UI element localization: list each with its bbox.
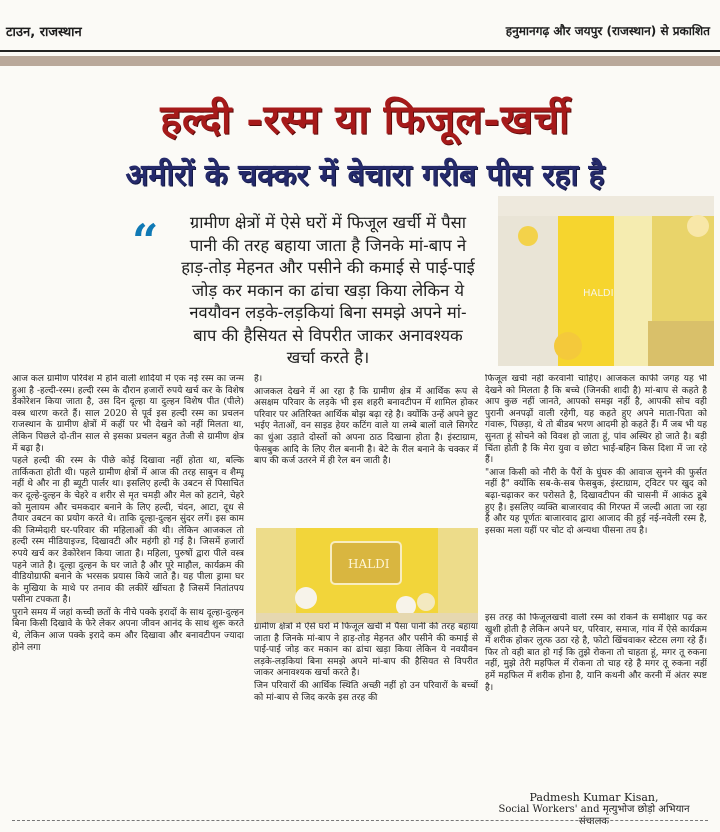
article-column-3-lower xyxy=(485,613,707,788)
article-paragraph: है। xyxy=(254,374,263,384)
article-column-2-lower xyxy=(254,622,478,827)
page-bottom-rule xyxy=(12,820,708,822)
article-paragraph: "आज किसी को नौरी के पैरों के घुंघरु की आवाज सुनने की फुर्सत नहीं है" क्योंकि सब-के-सब फेसबुक, इंस्टाग्राम, ट्विटर पर खुद को बढ़ा-चढ़ाकर कर परोसते है, दिखावटीपन की चासनी में आकंठ डूबे हुए है। इसलिए व्यक्ति बाजारवाद की गिरफ्त में जल्दी आता जा रहा है और यह पूर्णतः बाजारवाद द्वारा आजाद की हुई नई-नवेली रस्म है, इसका मला यहीं पर चोट दो अन्यथा पीसना तय है। xyxy=(485,467,707,536)
author-credit xyxy=(480,792,708,828)
header-publication: हनुमानगढ़ और जयपुर (राजस्थान) से प्रकाशित xyxy=(505,24,710,38)
newspaper-header xyxy=(0,0,720,52)
article-paragraph: पहले हल्दी की रस्म के पीछे कोई दिखावा नहीं होता था, बल्कि तार्किकता होती थी। पहले ग्रामीण क्षेत्रों में आज की तरह साबुन व शैम्पू नहीं थे और ना ही ब्यूटी पार्लर था। इसलिए हल्दी के उबटन से पिसाचित कर दूल्हे-दुल्हन के चेहरे व शरीर से मृत चमड़ी और मेल को हटाने, चेहरे को मुलायम और चमकदार बनाने के लिए हल्दी, चंदन, आटा, दूध से तैयार उबटन का प्रयोग करते थे। ताकि दूल्हा-दुल्हन सुंदर लगें। इस काम की जिम्मेदारी घर-परिवार की महिलाओं की थी। लेकिन आजकल तो हल्दी रस्म मीडियाइज्ड, दिखावटी और महंगी हो गई है। जिसमें हजारों रुपये खर्च कर डेकोरेशन किया जाता है। महिला, पुरुषों द्वारा पीले वस्त्र पहने जाते है। दूल्हा दुल्हन के घर जाते है और पूरे माहौल, कार्यक्रम की वीडियोग्राफी बनाने के भरसक प्रयास किये जाते है। यह पीला ड्रामा घर के मुखिया के माथे पर तनाव की लकीरें खींचता है जिसमें नितांतपय पसीना टपकता है। xyxy=(12,456,244,606)
article-paragraph: जिन परिवारों की आर्थिक स्थिति अच्छी नहीं हो उन परिवारों के बच्चों को मां-बाप से जिद करके इस तरह की xyxy=(254,680,478,703)
headline-title: हल्दी -रस्म या फिजूल-खर्ची xyxy=(160,96,570,143)
stage-banner-text: HALDI xyxy=(348,557,390,571)
header-location: टाउन, राजस्थान xyxy=(6,25,82,40)
article-paragraph: आज कल ग्रामीण परिवेश में होने वाली शादियों में एक नई रस्म का जन्म हुआ है -हल्दी-रस्म। हल्दी रस्म के दौरान हजारों रुपये खर्च कर के विशेष डेकोरेशन किया जाता है, उस दिन दूल्हा या दुल्हन विशेष पीत (पीले) वस्त्र धारण करते हैं। साल 2020 से पूर्व इस हल्दी रस्म का प्रचलन राजस्थान के ग्रामीण क्षेत्रों में कहीं पर भी देखने को नहीं मिलता था, लेकिन पिछले दो-तीन साल से इसका प्रचलन बहुत तेजी से ग्रामीण क्षेत्र में बढ़ा है। xyxy=(12,374,244,454)
photo-banner-text: HALDI xyxy=(583,288,614,299)
article-column-1 xyxy=(12,374,244,832)
stage-illustration xyxy=(256,528,478,623)
article-paragraph: फिजूल खर्ची नहीं करवानी चाहिए। आजकल काफी जगह यह भी देखने को मिलता है कि बच्चे (जिनकी शादी है) मां-बाप से कहते है आप कुछ नहीं जानते, आपको समझ नहीं है, आपकी सोच वही पुरानी अनपढ़ों वाली रहेगी, यह कहते हुए अपने माता-पिता को गंवारू, पिछड़ा, थे तो बीडब भरण आदमी हो कहते हैं। मैं जब भी यह सुनता हूं सोचने को विवश हो जाता हूं, पांव अस्थिर हो जाते है। बड़ी चिंता होती है कि मेरा युवा व छोटा भाई-बहिन किस दिशा में जा रहे हैं। xyxy=(485,374,707,466)
article-paragraph: इस तरह की फिजूलखर्ची वाली रस्म को रोकने के समीक्षार पढ़ कर खुशी होती है लेकिन अपने घर, परिवार, समाज, गांव में ऐसे कार्यक्रम में शरीक होकर लुत्फ उठा रहे है, फोटो खिंचवाकर स्टेटस लगा रहे हैं। फिर तो वही बात हो गई कि तुझे रोकना तो चाहता हूं, मगर तू रुकना नहीं, मुझे तेरी महफिल में रोकना तो चाह रहे है मगर तू रुकना नहीं हमें महफिल में शरीक होना है, यानि कथनी और करनी में अंतर स्पष्ट है। xyxy=(485,613,707,693)
article-paragraph: पुराने समय में जहां कच्ची छतों के नीचे पक्के इरादों के साथ दूल्हा-दुल्हन बिना किसी दिखावे के फेरे लेकर अपना जीवन आनंद के साथ शुरू करते थे, लेकिन आज पक्के इरादे कम और दिखावा और बनावटीपन ज्यादा होने लगा xyxy=(12,607,244,653)
pull-quote: ग्रामीण क्षेत्रों में ऐसे घरों में फिजूल खर्ची में पैसा पानी की तरह बहाया जाता है जिनके मां-बाप ने हाड़-तोड़ मेहनत और पसीने की कमाई से पाई-पाई जोड़ कर मकान का ढांचा खड़ा किया लेकिन ये नवयौवन लड़के-लड़कियां बिना समझे अपने मां-बाप की हैसियत से विपरीत जाकर अनावश्यक खर्चा करते है। xyxy=(181,213,475,367)
haldi-decoration-photo xyxy=(498,196,714,366)
article-column-3 xyxy=(485,374,707,609)
headline-block xyxy=(30,90,700,194)
haldi-stage-photo xyxy=(256,528,478,623)
article-paragraph: आजकल देखने में आ रहा है कि ग्रामीण क्षेत्र में आर्थिक रूप से असक्षम परिवार के लड़के भी इस शहरी बनावटीपन में शामिल होकर परिवार पर अतिरिक्त आर्थिक बोझ बढ़ा रहे है। क्योंकि उन्हें अपने छुट भईए नेताओं, वन साइड हेयर कटिंग वाले या लम्बे बालों वाले सिगरेट का धुंआ उड़ाते दोस्तों को अपना ठाठ दिखाना होता है। इंस्टाग्राम, फेसबुक आदि के लिए रील बनानी है। बेटे के रील बनाने के चक्कर में बाप की कर्ज उतरने में ही रेल बन जाती है। xyxy=(254,386,478,467)
header-divider xyxy=(0,56,720,66)
author-role-suffix: संचालक xyxy=(578,816,610,827)
author-role: Social Workers' and मृत्युभोज छोड़ो अभियान xyxy=(498,804,690,815)
decoration-illustration xyxy=(498,196,714,366)
quote-mark-icon: “ xyxy=(132,214,159,268)
headline-subtitle: अमीरों के चक्कर में बेचारा गरीब पीस रहा है xyxy=(125,158,605,193)
article-paragraph: ग्रामीण क्षेत्रों में ऐसे घरों में फिजूल खर्ची में पैसा पानी की तरह बहाया जाता है जिनके मां-बाप ने हाड़-तोड़ मेहनत और पसीने की कमाई से पाई-पाई जोड़ कर मकान का ढांचा खड़ा किया लेकिन ये नवयौवन लड़के-लड़कियां बिना समझे अपने मां-बाप की हैसियत से विपरीत जाकर अनावश्यक खर्चा करते है। xyxy=(254,622,478,679)
author-name: Padmesh Kumar Kisan, xyxy=(529,791,659,804)
article-column-2 xyxy=(254,374,478,534)
